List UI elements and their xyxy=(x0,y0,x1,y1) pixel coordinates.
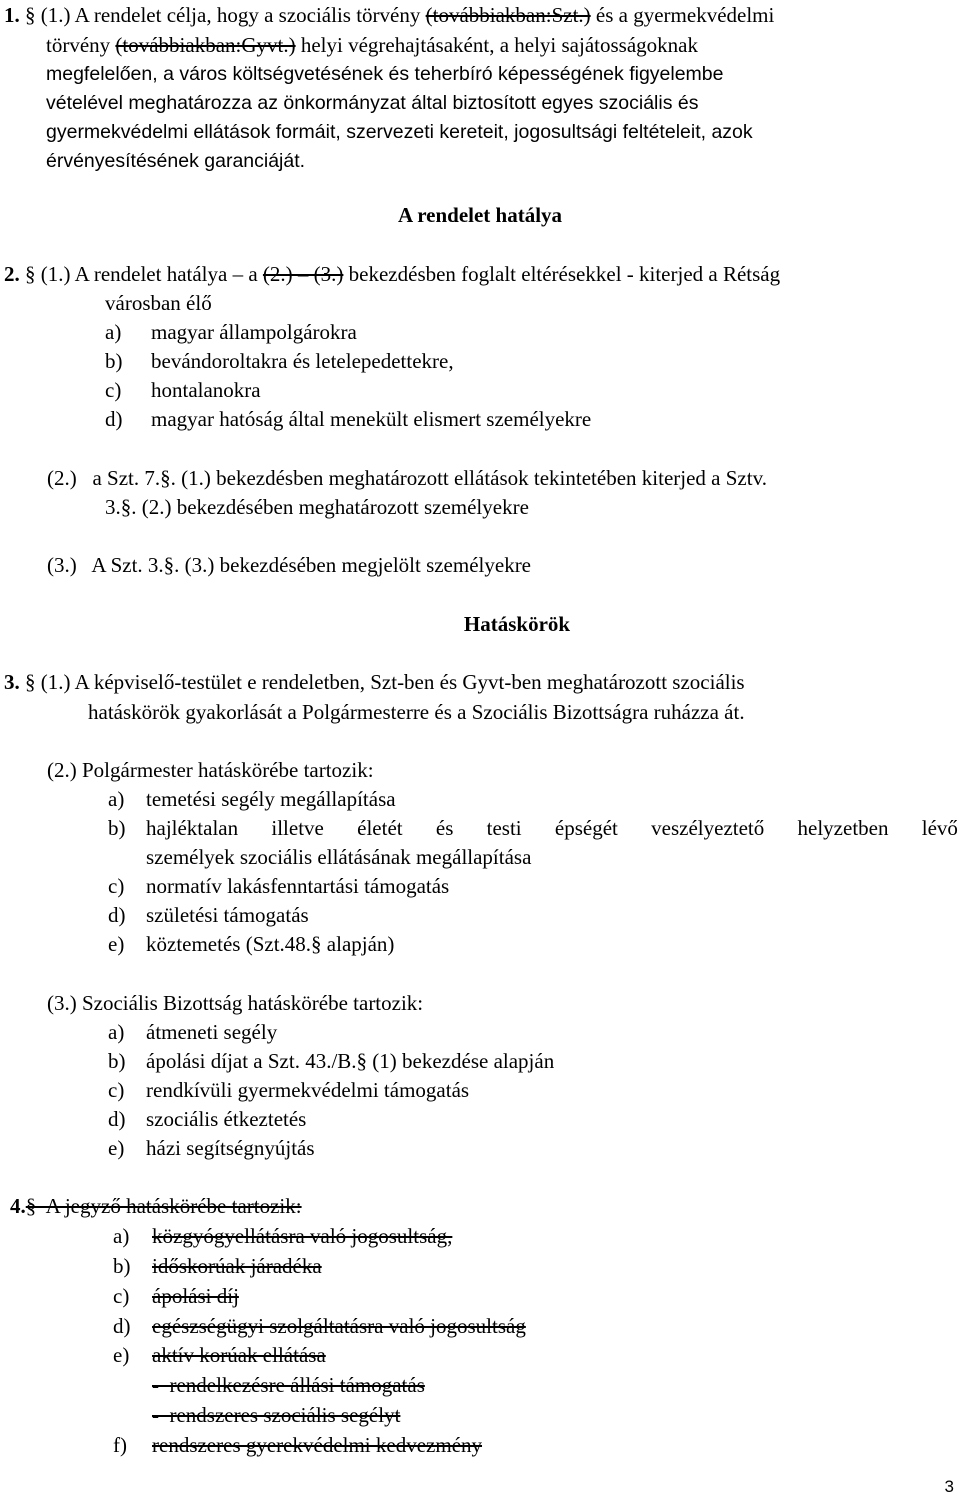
section-1-line-1 xyxy=(4,5,774,26)
list-item xyxy=(105,380,261,401)
list-item-label: c) xyxy=(108,1078,125,1102)
justified-text xyxy=(146,818,958,839)
section-1-line-4: vételével meghatározza az önkormányzat által biztosított egyes szociális és xyxy=(46,92,699,114)
list-item-label: e) xyxy=(108,932,125,956)
struck-list-item xyxy=(113,1316,526,1337)
word: hajléktalan xyxy=(146,816,239,840)
struck-list-item xyxy=(113,1256,322,1277)
section-1-line-5: gyermekvédelmi ellátások formáit, szervezeti kereteit, jogosultsági feltételeit, azok xyxy=(46,121,753,143)
list-item-text: ápolási díjat a Szt. 43./B.§ (1) bekezdése alapján xyxy=(146,1049,555,1073)
struck-sub-item: - rendszeres szociális segélyt xyxy=(152,1403,401,1427)
section-2-number: 2. xyxy=(4,262,20,286)
section-2-paragraph-2-line-1: (2.) a Szt. 7.§. (1.) bekezdésben meghatározott ellátások tekintetében kiterjed a Sztv. xyxy=(47,466,767,490)
section-1-text-end: és a gyermekvédelmi xyxy=(590,3,775,27)
list-item-label: a) xyxy=(113,1224,130,1248)
section-2-struck-text: (2.) – (3.) xyxy=(262,262,344,286)
section-4-head xyxy=(10,1196,302,1217)
section-1-struck-text: (továbbiakban:Szt.) xyxy=(425,3,591,27)
section-2-paragraph-3: (3.) A Szt. 3.§. (3.) bekezdésében megjelölt személyekre xyxy=(47,553,532,577)
list-item-text: normatív lakásfenntartási támogatás xyxy=(146,874,450,898)
section-3-paragraph-3-head: (3.) Szociális Bizottság hatáskörébe tartozik: xyxy=(47,991,424,1015)
list-item-text: egészségügyi szolgáltatásra való jogosultság xyxy=(152,1314,526,1338)
list-item xyxy=(108,1051,554,1072)
list-item xyxy=(108,789,396,810)
section-1-line-2 xyxy=(46,35,698,56)
list-item-continuation: személyek szociális ellátásának megállapítása xyxy=(146,845,532,869)
word: illetve xyxy=(271,816,324,840)
struck-list-item xyxy=(113,1286,239,1307)
list-item-label: a) xyxy=(108,787,125,811)
list-item-label: c) xyxy=(105,378,122,402)
section-4-head-text: § A jegyző hatáskörébe tartozik: xyxy=(25,1194,302,1218)
list-item-text: hontalanokra xyxy=(151,378,261,402)
section-2-line-2: városban élő xyxy=(105,291,212,315)
section-2-text-end: bekezdésben foglalt eltérésekkel - kiterjed a Rétság xyxy=(343,262,781,286)
list-item-label: b) xyxy=(108,1049,126,1073)
list-item-label: a) xyxy=(105,320,122,344)
list-item-text: házi segítségnyújtás xyxy=(146,1136,315,1160)
list-item-label: e) xyxy=(108,1136,125,1160)
word: testi xyxy=(486,816,522,840)
section-1-text-end: helyi végrehajtásaként, a helyi sajátosságoknak xyxy=(295,33,698,57)
list-item xyxy=(105,322,357,343)
list-item-label: d) xyxy=(113,1314,131,1338)
list-item-text: ápolási díj xyxy=(152,1284,239,1308)
list-item xyxy=(108,905,309,926)
list-item xyxy=(105,351,454,372)
list-item-label: b) xyxy=(105,349,123,373)
word: lévő xyxy=(921,816,958,840)
section-3-line-2: hatáskörök gyakorlását a Polgármesterre és a Szociális Bizottságra ruházza át. xyxy=(88,700,745,724)
list-item-text: rendkívüli gyermekvédelmi támogatás xyxy=(146,1078,470,1102)
word: helyzetben xyxy=(797,816,889,840)
section-3-line-1 xyxy=(4,672,745,693)
word: életét xyxy=(357,816,403,840)
section-2-paragraph-2-line-2: 3.§. (2.) bekezdésében meghatározott személyekre xyxy=(105,495,529,519)
list-item-text: rendszeres gyerekvédelmi kedvezmény xyxy=(152,1433,483,1457)
list-item-text: magyar hatóság által menekült elismert személyekre xyxy=(151,407,592,431)
word: és xyxy=(435,816,454,840)
section-1-text: § (1.) A rendelet célja, hogy a szociális törvény xyxy=(25,3,426,27)
list-item-label: b) xyxy=(113,1254,131,1278)
heading-hataskorok: Hatáskörök xyxy=(463,612,571,636)
section-4-number: 4. xyxy=(10,1194,26,1218)
section-1-struck-text: (továbbiakban:Gyvt.) xyxy=(115,33,296,57)
list-item-text: szociális étkeztetés xyxy=(146,1107,307,1131)
list-item-text: temetési segély megállapítása xyxy=(146,787,396,811)
list-item-label: b) xyxy=(108,816,126,840)
heading-rendelet-hatalya: A rendelet hatálya xyxy=(397,203,563,227)
list-item xyxy=(108,1022,277,1043)
list-item-text: közgyógyellátásra való jogosultság, xyxy=(152,1224,453,1248)
section-1-text: törvény xyxy=(46,33,116,57)
word: épségét xyxy=(554,816,618,840)
word: veszélyeztető xyxy=(651,816,765,840)
list-item-label: e) xyxy=(113,1343,130,1367)
struck-list-item xyxy=(113,1345,326,1366)
struck-sub-item: - rendelkezésre állási támogatás xyxy=(152,1373,425,1397)
section-2-line-1 xyxy=(4,264,780,285)
list-item-text: aktív korúak ellátása xyxy=(152,1343,326,1367)
list-item-text: magyar állampolgárokra xyxy=(151,320,357,344)
list-item xyxy=(108,876,449,897)
list-item xyxy=(108,1080,469,1101)
struck-list-item xyxy=(113,1435,482,1456)
page-number: 3 xyxy=(944,1477,954,1496)
list-item xyxy=(105,409,591,430)
list-item-label: c) xyxy=(113,1284,130,1308)
list-item-label: f) xyxy=(113,1433,127,1457)
list-item-text: köztemetés (Szt.48.§ alapján) xyxy=(146,932,395,956)
section-3-paragraph-2-head: (2.) Polgármester hatáskörébe tartozik: xyxy=(47,758,374,782)
list-item-text: bevándoroltakra és letelepedettekre, xyxy=(151,349,454,373)
struck-list-item xyxy=(113,1226,452,1247)
list-item-label: d) xyxy=(108,903,126,927)
list-item xyxy=(108,1109,306,1130)
list-item-label: d) xyxy=(108,1107,126,1131)
list-item xyxy=(108,934,394,955)
section-1-number: 1. xyxy=(4,3,20,27)
list-item xyxy=(108,818,958,839)
list-item-label: d) xyxy=(105,407,123,431)
section-2-text: § (1.) A rendelet hatálya – a xyxy=(25,262,263,286)
list-item-label: c) xyxy=(108,874,125,898)
list-item-text: átmeneti segély xyxy=(146,1020,278,1044)
list-item-text: születési támogatás xyxy=(146,903,309,927)
list-item-text: időskorúak járadéka xyxy=(152,1254,322,1278)
list-item xyxy=(108,1138,315,1159)
section-1-line-6: érvényesítésének garanciáját. xyxy=(46,150,306,172)
list-item-label: a) xyxy=(108,1020,125,1044)
section-1-line-3: megfelelően, a város költségvetésének és teherbíró képességének figyelembe xyxy=(46,63,724,85)
section-3-text: § (1.) A képviselő-testület e rendeletben, Szt-ben és Gyvt-ben meghatározott szociális xyxy=(25,670,745,694)
section-3-number: 3. xyxy=(4,670,20,694)
